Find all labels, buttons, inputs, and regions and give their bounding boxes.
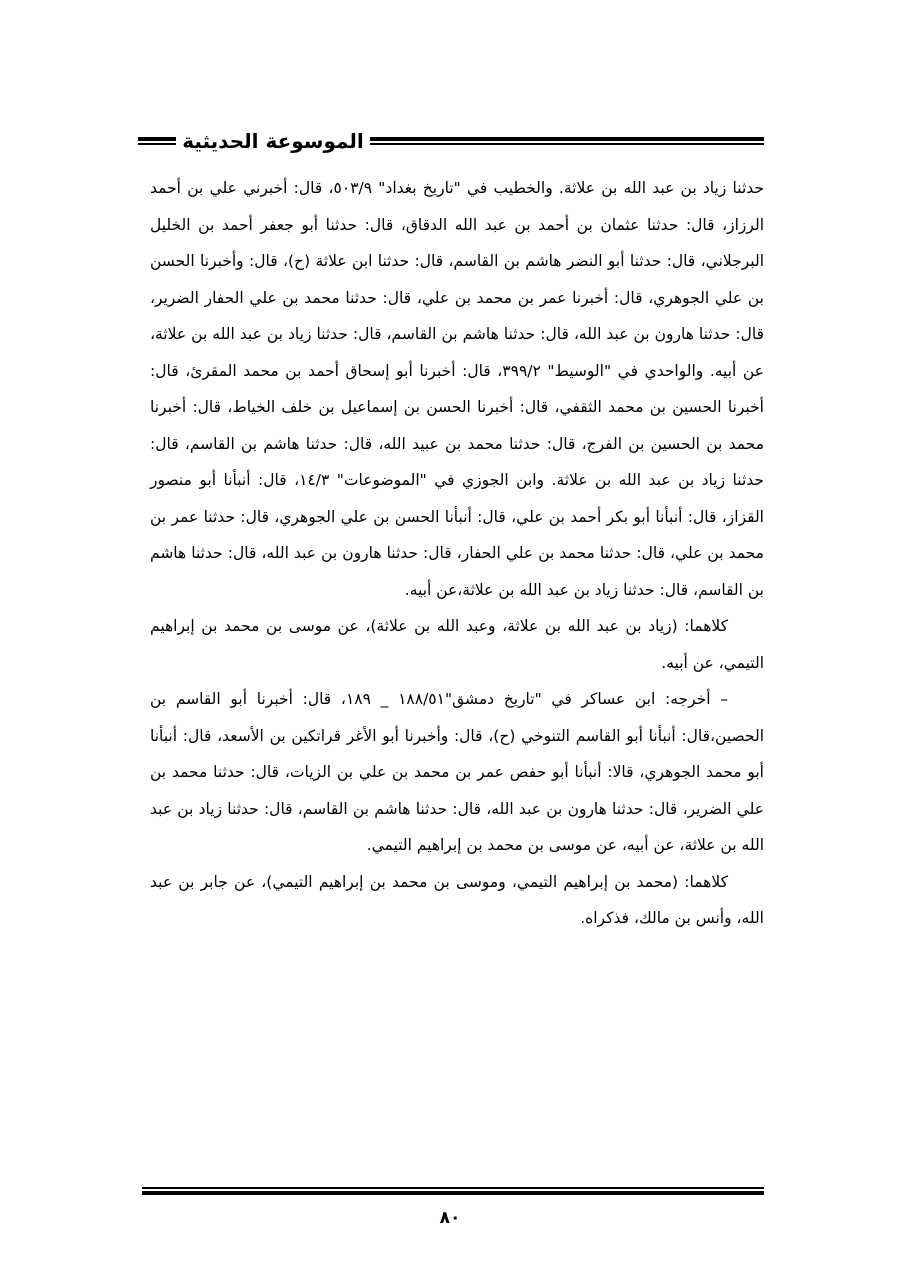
footer-rule-thick bbox=[142, 1191, 764, 1195]
paragraph-3: – أخرجه: ابن عساكر في "تاريخ دمشق"١٨٨/٥١ _ ١٨٩، قال: أخبرنا أبو القاسم بن الحصين،قال: أنبأنا أبو القاسم التنوخي (ح)، قال: وأخبرنا أبو الأغر قراتكين بن الأسعد، قال: أنبأنا أبو محمد الجوهري، قالا: أنبأنا أبو حفص عمر بن محمد بن علي بن الزيات، قال: حدثنا محمد بن علي الضرير، قال: حدثنا هارون بن عبد الله، قال: حدثنا هاشم بن القاسم، قال: حدثنا زياد بن عبد الله بن علاثة، عن أبيه، عن موسى بن محمد بن إبراهيم التيمي. bbox=[150, 690, 764, 854]
header-rule-right-thin bbox=[370, 143, 764, 145]
page-number: ٨٠ bbox=[439, 1208, 461, 1228]
header-rule-left bbox=[138, 137, 176, 146]
paragraph-2: كلاهما: (زياد بن عبد الله بن علاثة، وعبد الله بن علاثة)، عن موسى بن محمد بن إبراهيم التيمي، عن أبيه. bbox=[150, 617, 764, 672]
header-rule-right bbox=[370, 137, 764, 146]
footer-rule-thin bbox=[142, 1187, 764, 1189]
running-title: الموسوعة الحديثية bbox=[182, 129, 364, 153]
header-rule-right-thick bbox=[370, 137, 764, 141]
header-rule-left-thin bbox=[138, 143, 176, 145]
footer-rule bbox=[142, 1187, 764, 1195]
paragraph-4: كلاهما: (محمد بن إبراهيم التيمي، وموسى بن محمد بن إبراهيم التيمي)، عن جابر بن عبد الله، وأنس بن مالك، فذكراه. bbox=[150, 872, 764, 927]
body-text bbox=[150, 170, 764, 937]
header-rule-left-thick bbox=[138, 137, 176, 141]
page-header bbox=[138, 126, 764, 156]
paragraph-1: حدثنا زياد بن عبد الله بن علاثة. والخطيب في "تاريخ بغداد" ٥٠٣/٩، قال: أخبرني علي بن أحمد الرزاز، قال: حدثنا عثمان بن أحمد بن عبد الله الدقاق، قال: حدثنا أبو جعفر أحمد بن الخليل البرجلاني، قال: حدثنا أبو النضر هاشم بن القاسم، قال: حدثنا ابن علاثة (ح)، قال: وأخبرنا الحسن بن علي الجوهري، قال: أخبرنا عمر بن محمد بن علي، قال: حدثنا محمد بن علي الحفار الضرير، قال: حدثنا هارون بن عبد الله، قال: حدثنا هاشم بن القاسم، قال: حدثنا زياد بن عبد الله بن علاثة، عن أبيه. والواحدي في "الوسيط" ٣٩٩/٢، قال: أخبرنا أبو إسحاق أحمد بن محمد المقرئ، قال: أخبرنا الحسين بن محمد الثقفي، قال: أخبرنا الحسن بن إسماعيل بن خلف الخياط، قال: أخبرنا محمد بن الحسين بن الفرج، قال: حدثنا محمد بن عبيد الله، قال: حدثنا هاشم بن القاسم، قال: حدثنا زياد بن عبد الله بن علاثة. وابن الجوزي في "الموضوعات" ١٤/٣، قال: أنبأنا أبو منصور القزاز، قال: أنبأنا أبو بكر أحمد بن علي، قال: أنبأنا الحسن بن علي الجوهري، قال: حدثنا عمر بن محمد بن علي، قال: حدثنا محمد بن علي الحفار، قال: حدثنا هارون بن عبد الله، قال: حدثنا هاشم بن القاسم، قال: حدثنا زياد بن عبد الله بن علاثة،عن أبيه. bbox=[150, 179, 764, 599]
